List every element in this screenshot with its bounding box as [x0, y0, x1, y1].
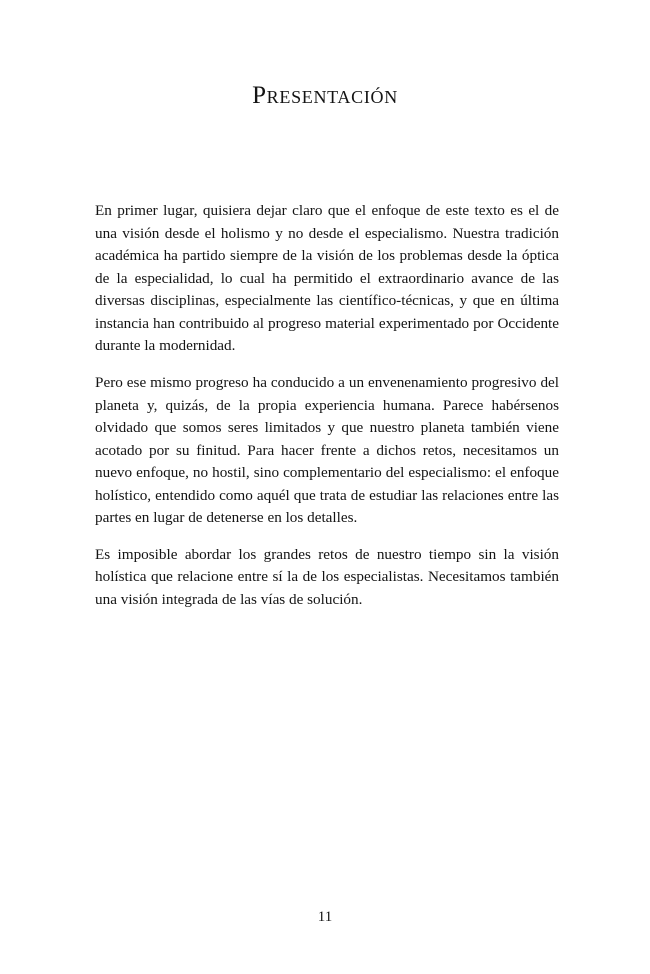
- paragraph: Es imposible abordar los grandes retos de nuestro tiempo sin la visión holística que relacione entre sí la de los especialistas. Necesitamos también una visión integrada de las vías de solución.: [95, 545, 559, 608]
- paragraph: En primer lugar, quisiera dejar claro que el enfoque de este texto es el de una visión desde el holismo y no desde el especialismo. Nuestra tradición académica ha partido siempre de la visión de los problemas desde la óptica de la especialidad, lo cual ha permitido el extraordinario avance de las diversas disciplinas, especialmente las científico-técnicas, y que en última instancia han contribuido al progreso material experimentado por Occidente durante la modernidad.: [95, 202, 559, 355]
- page-number: 11: [317, 909, 333, 925]
- paragraph: Pero ese mismo progreso ha conducido a un envenenamiento progresivo del planeta y, quizás, de la propia experiencia humana. Parece habérsenos olvidado que somos seres limitados y que nuestro planeta también viene acotado por su finitud. Para hacer frente a dichos retos, necesitamos un nuevo enfoque, no hostil, sino complementario del especialismo: el enfoque holístico, entendido como aquél que trata de estudiar las relaciones entre las partes en lugar de detenerse en los detalles.: [95, 373, 559, 527]
- page-title: Presentación: [252, 82, 398, 109]
- body-text: [95, 200, 559, 612]
